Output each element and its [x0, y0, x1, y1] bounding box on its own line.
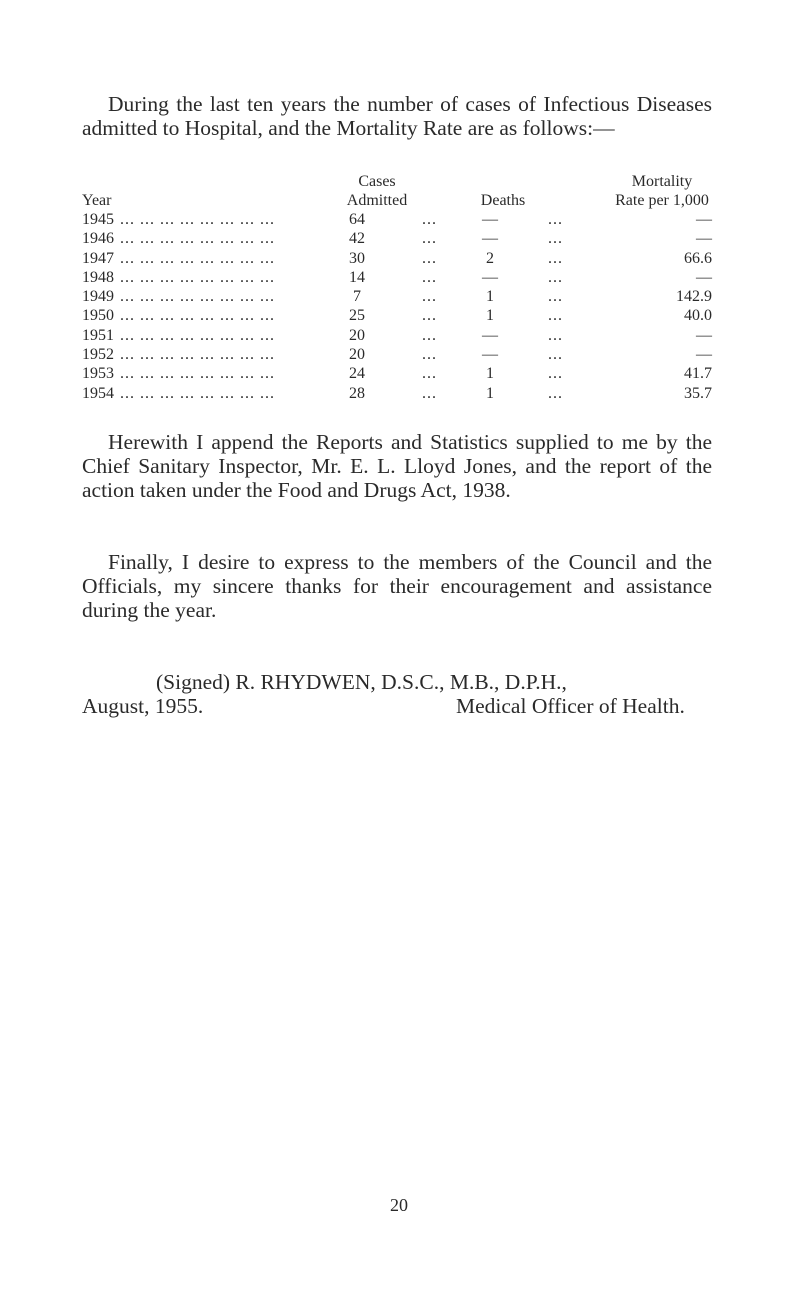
- row-year: 1952: [82, 346, 114, 364]
- row-mortality: —: [696, 326, 712, 344]
- leader-dots: ... ... ... ... ... ... ... ...: [120, 346, 275, 364]
- table-row: [82, 364, 722, 383]
- intro-paragraph: During the last ten years the number of cases of Infectious Diseases admitted to Hospital, and the Mortality Rate are as follows:—: [82, 92, 712, 140]
- leader-dots: ...: [548, 211, 563, 228]
- leader-dots: ...: [422, 346, 437, 364]
- table-body: [82, 210, 722, 403]
- row-deaths: 2: [486, 249, 494, 267]
- leader-dots: ...: [548, 365, 563, 383]
- leader-dots: ...: [422, 211, 437, 228]
- leader-dots: ...: [422, 268, 437, 286]
- row-deaths: 1: [486, 307, 494, 325]
- leader-dots: ... ... ... ... ... ... ... ...: [120, 249, 275, 267]
- row-mortality: 66.6: [684, 249, 712, 267]
- header-mortality-rate: Mortality Rate per 1,000: [615, 173, 709, 209]
- signature-date: August, 1955.: [82, 694, 204, 718]
- table-row: [82, 384, 722, 403]
- row-cases: 25: [349, 307, 365, 325]
- leader-dots: ...: [422, 365, 437, 383]
- row-mortality: —: [696, 346, 712, 364]
- leader-dots: ... ... ... ... ... ... ... ...: [120, 211, 275, 228]
- row-cases: 30: [349, 249, 365, 267]
- table-row: [82, 249, 722, 268]
- row-mortality: 142.9: [676, 288, 712, 306]
- leader-dots: ...: [422, 230, 437, 248]
- row-cases: 20: [349, 326, 365, 344]
- table-row: [82, 306, 722, 325]
- row-deaths: —: [482, 346, 498, 364]
- leader-dots: ...: [548, 346, 563, 364]
- leader-dots: ... ... ... ... ... ... ... ...: [120, 326, 275, 344]
- row-year: 1953: [82, 365, 114, 383]
- leader-dots: ...: [548, 249, 563, 267]
- row-mortality: 35.7: [684, 384, 712, 402]
- table-row: [82, 287, 722, 306]
- leader-dots: ...: [548, 326, 563, 344]
- row-deaths: 1: [486, 365, 494, 383]
- row-year: 1947: [82, 249, 114, 267]
- header-cases-admitted: Cases Admitted: [346, 173, 408, 209]
- leader-dots: ...: [548, 384, 563, 402]
- table-row: [82, 345, 722, 364]
- leader-dots: ... ... ... ... ... ... ... ...: [120, 288, 275, 306]
- reports-paragraph: Herewith I append the Reports and Statistics supplied to me by the Chief Sanitary Inspector, Mr. E. L. Lloyd Jones, and the report of the action taken under the Food and Drugs Act, 1938.: [82, 430, 712, 502]
- header-year: Year: [82, 192, 112, 209]
- leader-dots: ...: [548, 307, 563, 325]
- header-deaths: Deaths: [480, 192, 526, 209]
- table-row: [82, 268, 722, 287]
- table-row: [82, 326, 722, 345]
- leader-dots: ...: [422, 307, 437, 325]
- row-cases: 42: [349, 230, 365, 248]
- leader-dots: ...: [422, 288, 437, 306]
- row-cases: 24: [349, 365, 365, 383]
- leader-dots: ... ... ... ... ... ... ... ...: [120, 384, 275, 402]
- row-deaths: —: [482, 326, 498, 344]
- table-row: [82, 210, 722, 229]
- row-year: 1954: [82, 384, 114, 402]
- table-header: [82, 172, 722, 212]
- leader-dots: ... ... ... ... ... ... ... ...: [120, 268, 275, 286]
- table-row: [82, 229, 722, 248]
- signature-line: (Signed) R. RHYDWEN, D.S.C., M.B., D.P.H.,: [156, 670, 567, 694]
- leader-dots: ...: [422, 326, 437, 344]
- leader-dots: ...: [548, 230, 563, 248]
- row-mortality: —: [696, 230, 712, 248]
- row-cases: 14: [349, 268, 365, 286]
- leader-dots: ... ... ... ... ... ... ... ...: [120, 365, 275, 383]
- leader-dots: ...: [548, 268, 563, 286]
- row-mortality: —: [696, 268, 712, 286]
- row-year: 1945: [82, 211, 114, 228]
- row-year: 1948: [82, 268, 114, 286]
- row-mortality: —: [696, 211, 712, 228]
- row-deaths: —: [482, 211, 498, 228]
- page-number: 20: [390, 1195, 408, 1215]
- row-deaths: —: [482, 268, 498, 286]
- leader-dots: ...: [548, 288, 563, 306]
- leader-dots: ... ... ... ... ... ... ... ...: [120, 307, 275, 325]
- row-cases: 64: [349, 211, 365, 228]
- row-year: 1949: [82, 288, 114, 306]
- row-year: 1946: [82, 230, 114, 248]
- row-cases: 7: [353, 288, 361, 306]
- row-deaths: 1: [486, 288, 494, 306]
- row-mortality: 40.0: [684, 307, 712, 325]
- row-cases: 28: [349, 384, 365, 402]
- row-mortality: 41.7: [684, 365, 712, 383]
- leader-dots: ...: [422, 384, 437, 402]
- leader-dots: ...: [422, 249, 437, 267]
- thanks-paragraph: Finally, I desire to express to the members of the Council and the Officials, my sincere thanks for their encouragement and assistance during the year.: [82, 550, 712, 622]
- row-year: 1950: [82, 307, 114, 325]
- signature-title: Medical Officer of Health.: [456, 694, 685, 718]
- leader-dots: ... ... ... ... ... ... ... ...: [120, 230, 275, 248]
- row-deaths: 1: [486, 384, 494, 402]
- row-cases: 20: [349, 346, 365, 364]
- row-year: 1951: [82, 326, 114, 344]
- row-deaths: —: [482, 230, 498, 248]
